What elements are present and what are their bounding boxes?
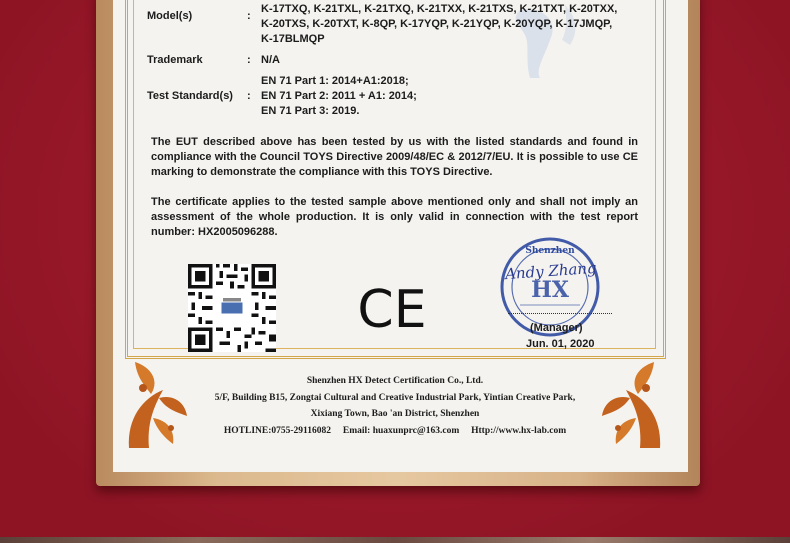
standard-label: Test Standard(s) <box>147 90 233 102</box>
standard-line: EN 71 Part 2: 2011 + A1: 2014; <box>261 90 417 102</box>
compliance-paragraph: The EUT described above has been tested by us with the listed standards and found in compliance with the Council TOYS Directive 2009/48/EC & 2012/7/EU. It is possible to use CE marking to demonstrate the compliance with this TOYS Directive. <box>151 136 638 178</box>
bottom-strip <box>0 537 790 543</box>
footer-company: Shenzhen HX Detect Certification Co., Ltd. <box>306 376 484 386</box>
ce-mark-text: CE <box>357 281 427 335</box>
footer-address-2: Xixiang Town, Bao 'an District, Shenzhen <box>310 409 480 419</box>
model-line: K-20TXS, K-20TXT, K-8QP, K-17YQP, K-21YQP, K-20YQP, K-17JMQP, <box>261 18 613 30</box>
model-line: K-17BLMQP <box>261 33 325 45</box>
issue-date: Jun. 01, 2020 <box>526 338 595 350</box>
signature: Andy Zhang <box>504 258 598 284</box>
seal-center-text: HX <box>531 277 569 303</box>
standard-line: EN 71 Part 1: 2014+A1:2018; <box>261 75 409 87</box>
qr-code-icon <box>188 264 276 352</box>
model-line: K-17TXQ, K-21TXL, K-21TXQ, K-21TXX, K-21TXS, K-21TXT, K-20TXX, <box>261 3 618 15</box>
trademark-label: Trademark <box>147 54 203 66</box>
model-label: Model(s) <box>147 10 193 22</box>
left-ornament-icon <box>123 358 203 450</box>
footer-address-1: 5/F, Building B15, Zongtai Cultural and Creative Industrial Park, Yintian Creative Park, <box>214 393 576 403</box>
right-ornament-icon <box>586 358 666 450</box>
validity-paragraph: The certificate applies to the tested sample above mentioned only and shall not imply an assessment of the whole production. It is only valid in connection with the test report number: HX2005096288. <box>151 196 638 238</box>
footer-contact: HOTLINE:0755-29116082 Email: huaxunprc@163.com Http://www.hx-lab.com <box>223 426 567 436</box>
standard-line: EN 71 Part 3: 2019. <box>261 105 360 117</box>
signature-line <box>508 313 612 314</box>
standard-colon: : <box>247 90 251 102</box>
seal-top-text: Shenzhen <box>525 246 575 256</box>
signer-title: (Manager) <box>530 322 583 334</box>
model-colon: : <box>247 10 251 22</box>
trademark-value: N/A <box>261 54 280 66</box>
trademark-colon: : <box>247 54 251 66</box>
ce-mark-icon <box>352 281 432 335</box>
